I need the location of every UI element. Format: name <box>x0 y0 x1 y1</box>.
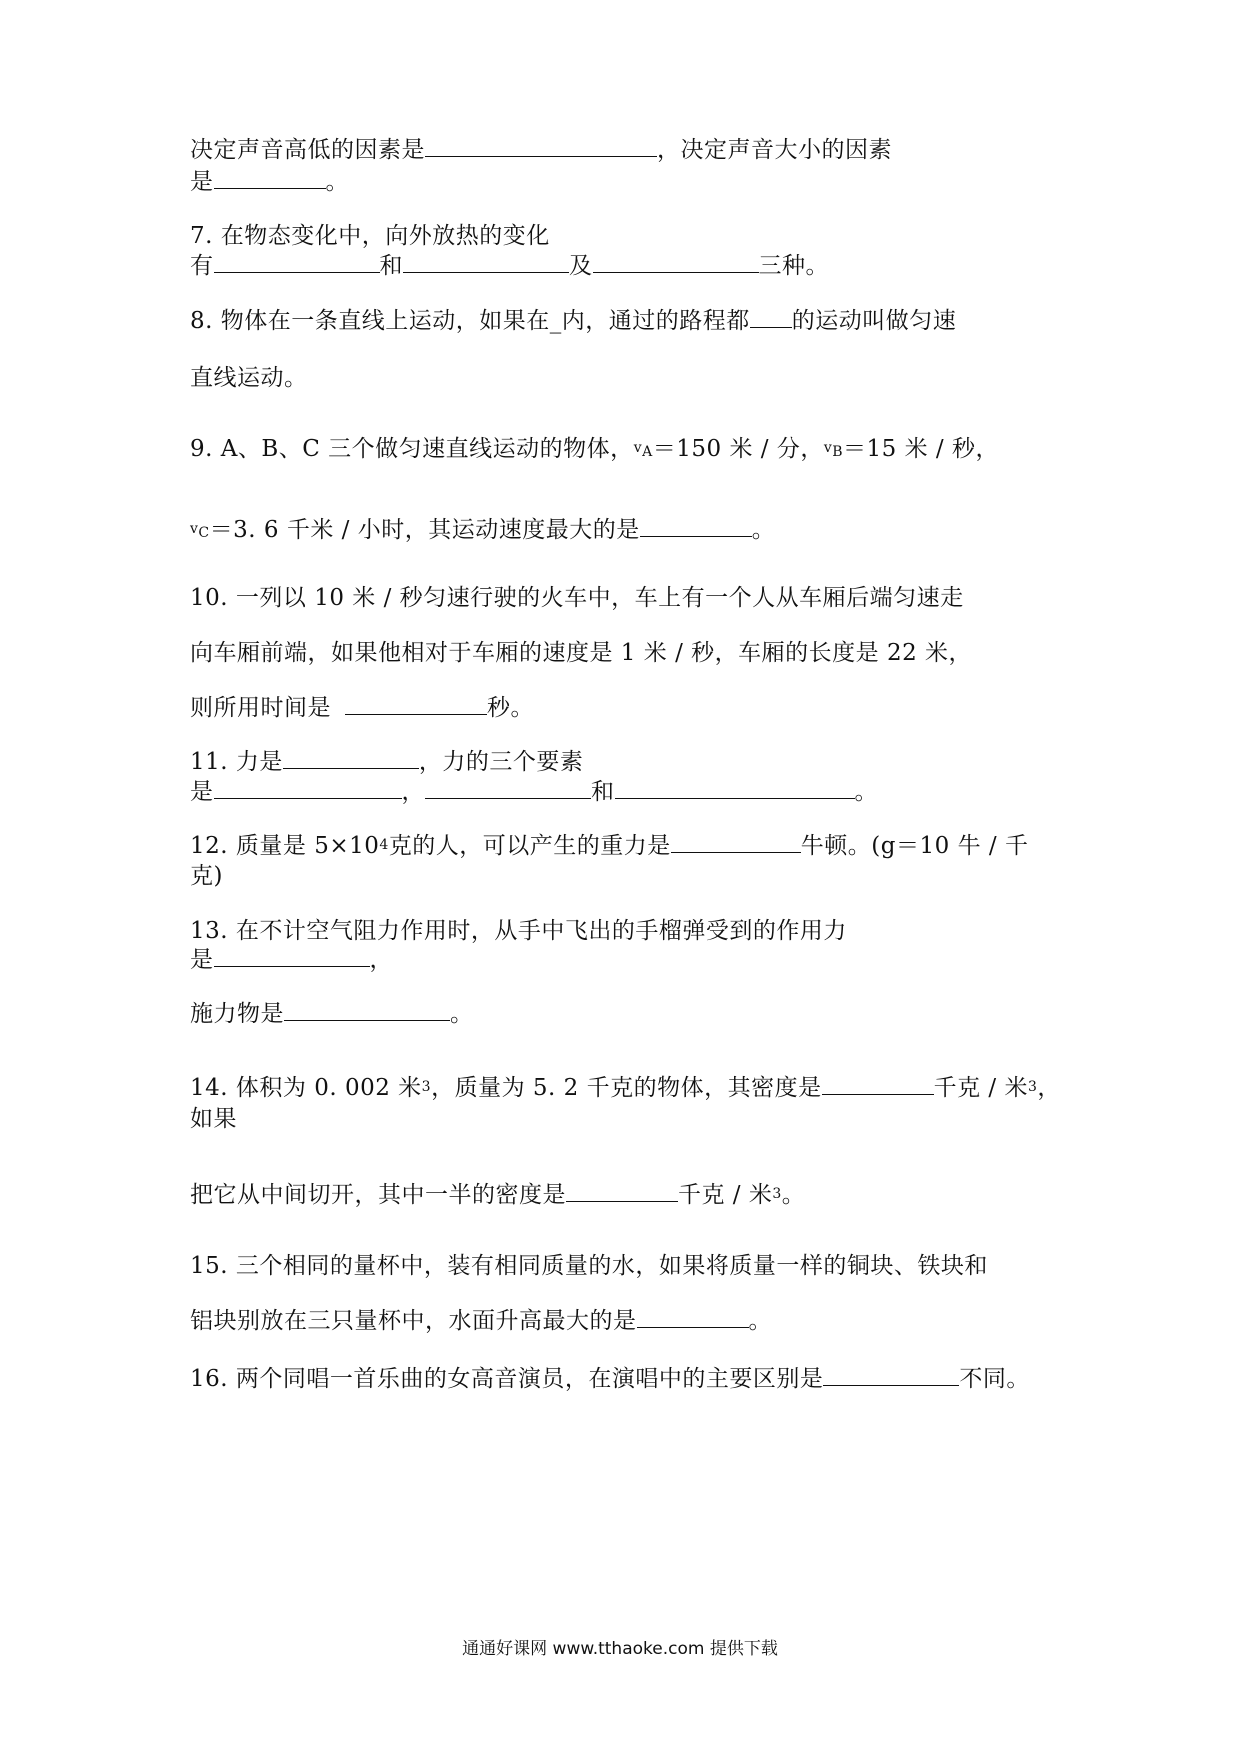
answer-blank <box>425 776 591 799</box>
velocity-a-symbol: $^v$A <box>633 440 653 460</box>
question-11-text: 。 <box>854 779 878 805</box>
question-13-text: 是 <box>190 947 214 973</box>
question-12-text: 克的人，可以产生的重力是 <box>388 833 671 859</box>
question-14-text: 如果 <box>190 1106 237 1132</box>
question-13-text: 。 <box>450 1001 474 1027</box>
question-7-text: 有 <box>190 253 214 279</box>
question-14-line-1 <box>190 1072 1061 1104</box>
question-11-text: ， <box>401 779 425 805</box>
answer-blank <box>566 1179 678 1202</box>
question-13-text: ， <box>369 947 393 973</box>
question-10-line-2 <box>190 637 972 669</box>
question-11-text: 11. 力是 <box>190 749 283 775</box>
question-15-line-2 <box>190 1305 772 1337</box>
exponent: 3 <box>772 1186 782 1202</box>
question-13-line-1 <box>190 915 847 947</box>
question-10-text: 则所用时间是 <box>190 695 331 721</box>
question-9-text: 9. A、B、C 三个做匀速直线运动的物体， <box>190 436 634 462</box>
question-7-text: 和 <box>379 253 403 279</box>
question-11-line-2 <box>190 776 878 808</box>
question-11-text: 是 <box>190 779 214 805</box>
exponent: 3 <box>421 1079 432 1095</box>
answer-blank <box>823 1363 959 1386</box>
question-13-line-2 <box>190 944 393 976</box>
exponent: 3 <box>1027 1079 1038 1095</box>
question-6-line-1 <box>190 134 892 166</box>
question-8-text: 直线运动。 <box>190 365 308 391</box>
question-10-text: 秒。 <box>487 695 534 721</box>
question-8-text: 的运动叫做匀速 <box>791 308 957 334</box>
answer-blank <box>671 830 801 853</box>
question-16-line-1 <box>190 1363 1030 1395</box>
question-9-text: ＝150 米 / 分， <box>652 436 824 462</box>
velocity-b-symbol: $^v$B <box>823 440 844 460</box>
answer-blank <box>425 134 657 157</box>
question-7-text: 7. 在物态变化中，向外放热的变化 <box>190 223 550 249</box>
question-8-text: 8. 物体在一条直线上运动，如果在_内，通过的路程都 <box>190 308 750 334</box>
question-12-text: 牛顿。(g＝10 牛 / 千 <box>800 833 1029 859</box>
question-6-text: 是 <box>190 169 214 195</box>
question-16-text: 16. 两个同唱一首乐曲的女高音演员，在演唱中的主要区别是 <box>190 1366 824 1392</box>
question-7-line-1 <box>190 220 550 252</box>
answer-blank <box>214 776 402 799</box>
answer-blank <box>214 944 370 967</box>
question-13-text: 施力物是 <box>190 1001 284 1027</box>
question-7-text: 三种。 <box>758 253 829 279</box>
question-13-line-3 <box>190 998 474 1030</box>
question-12-line-2 <box>190 860 223 892</box>
question-14-text: 。 <box>781 1182 806 1208</box>
answer-blank <box>345 692 487 715</box>
question-15-line-1 <box>190 1250 988 1282</box>
question-10-line-3 <box>190 692 534 724</box>
question-12-text: 12. 质量是 5×10 <box>190 833 380 859</box>
question-10-line-1 <box>190 582 964 614</box>
answer-blank <box>615 776 855 799</box>
question-14-text: 把它从中间切开，其中一半的密度是 <box>190 1182 566 1208</box>
answer-blank <box>283 746 419 769</box>
answer-blank <box>593 250 759 273</box>
question-15-text: 15. 三个相同的量杯中，装有相同质量的水，如果将质量一样的铜块、铁块和 <box>190 1253 988 1279</box>
question-12-text: 克) <box>190 863 223 889</box>
question-14-line-3 <box>190 1179 805 1211</box>
question-9-text: ＝3. 6 千米 / 小时，其运动速度最大的是 <box>209 517 640 543</box>
question-15-text: 铝块别放在三只量杯中，水面升高最大的是 <box>190 1308 637 1334</box>
answer-blank <box>640 514 752 537</box>
question-15-text: 。 <box>748 1308 772 1334</box>
velocity-c-symbol: $^v$C <box>190 521 210 541</box>
question-7-line-2 <box>190 250 829 282</box>
question-16-text: 不同。 <box>959 1366 1030 1392</box>
footer-text: 通通好课网 www.tthaoke.com 提供下载 <box>462 1639 778 1659</box>
question-6-text: 决定声音高低的因素是 <box>190 137 425 163</box>
answer-blank <box>750 305 792 328</box>
question-9-line-1 <box>190 433 999 468</box>
question-11-text: 和 <box>591 779 615 805</box>
question-6-line-2 <box>190 166 349 198</box>
question-11-line-1 <box>190 746 583 778</box>
question-6-text: ，决定声音大小的因素 <box>657 137 892 163</box>
answer-blank <box>214 250 380 273</box>
question-14-text: 千克 / 米 <box>933 1075 1028 1101</box>
question-9-text: ＝15 米 / 秒， <box>843 436 999 462</box>
question-14-text: ， <box>1037 1075 1061 1101</box>
question-14-text: ，质量为 5. 2 千克的物体，其密度是 <box>431 1075 822 1101</box>
answer-blank <box>637 1305 749 1328</box>
question-14-line-2 <box>190 1103 237 1135</box>
question-11-text: ，力的三个要素 <box>418 749 584 775</box>
exponent: 4 <box>379 837 389 853</box>
answer-blank <box>214 166 326 189</box>
question-14-text: 14. 体积为 0. 002 米 <box>190 1075 422 1101</box>
question-10-text: 向车厢前端，如果他相对于车厢的速度是 1 米 / 秒，车厢的长度是 22 米， <box>190 640 973 666</box>
question-7-text: 及 <box>569 253 593 279</box>
question-9-text: 。 <box>751 517 776 543</box>
question-6-text: 。 <box>325 169 349 195</box>
answer-blank <box>403 250 569 273</box>
answer-blank <box>284 998 450 1021</box>
question-8-line-1 <box>190 305 956 337</box>
question-8-line-2 <box>190 362 308 394</box>
page-footer <box>0 1634 1240 1659</box>
answer-blank <box>822 1072 934 1095</box>
question-9-line-2 <box>190 514 775 549</box>
question-12-line-1 <box>190 830 1028 862</box>
question-14-text: 千克 / 米 <box>678 1182 773 1208</box>
question-10-text: 10. 一列以 10 米 / 秒匀速行驶的火车中，车上有一个人从车厢后端匀速走 <box>190 585 964 611</box>
question-13-text: 13. 在不计空气阻力作用时，从手中飞出的手榴弹受到的作用力 <box>190 918 847 944</box>
